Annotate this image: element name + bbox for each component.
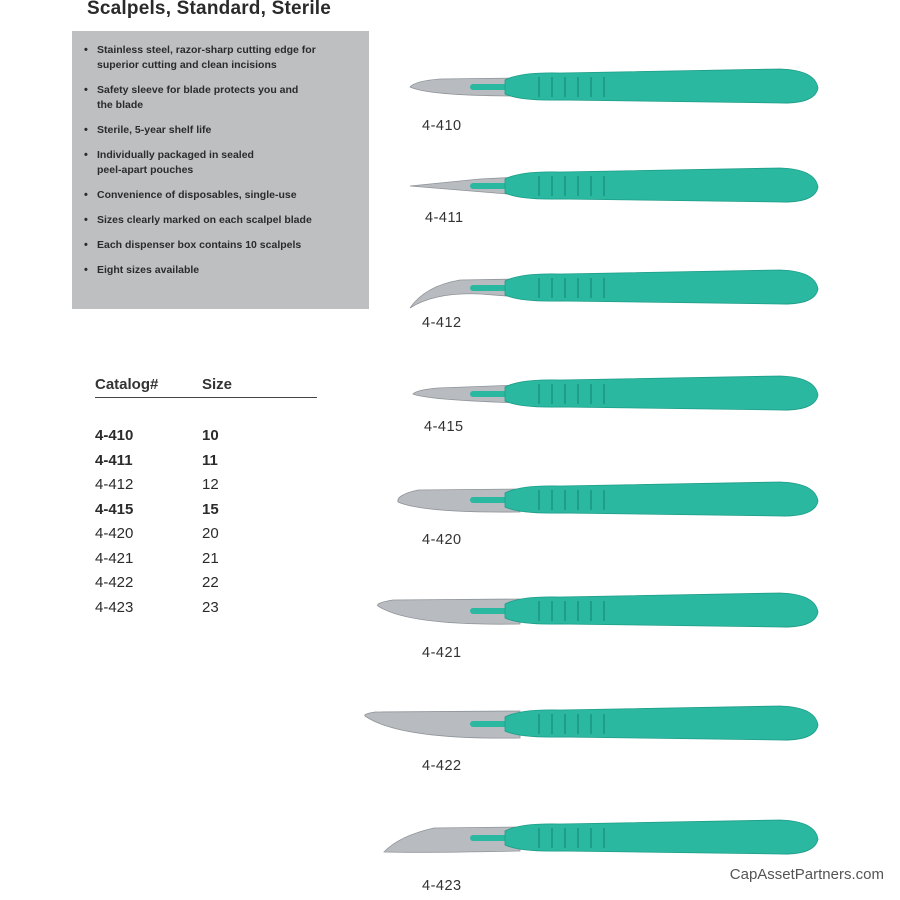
handle-grip-rib: [551, 176, 553, 196]
scalpel-image: [398, 482, 818, 516]
handle-grip-rib: [577, 490, 579, 510]
scalpel-label: 4-423: [422, 878, 462, 894]
handle-grip-rib: [538, 828, 540, 848]
handle-grip-rib: [551, 828, 553, 848]
handle-grip-rib: [564, 828, 566, 848]
handle-grip-rib: [577, 714, 579, 734]
handle-grip-rib: [577, 828, 579, 848]
scalpel-image: [410, 168, 818, 202]
handle-grip-rib: [538, 176, 540, 196]
scalpel-label: 4-412: [422, 315, 462, 331]
scalpel-image: [413, 376, 818, 410]
blade-size: 11: [202, 451, 218, 469]
handle-grip-rib: [590, 601, 592, 621]
handle-grip-rib: [564, 490, 566, 510]
catalog-column-header: Catalog#: [95, 376, 159, 393]
blade-size: 15: [202, 500, 219, 518]
feature-text: • Each dispenser box contains 10 scalpels: [97, 239, 302, 251]
handle-grip-rib: [538, 384, 540, 404]
handle-grip-rib: [590, 176, 592, 196]
handle-grip-rib: [551, 384, 553, 404]
handle-grip-rib: [577, 176, 579, 196]
feature-text: • Sterile, 5-year shelf life: [97, 124, 212, 136]
scalpel-image: [410, 270, 818, 308]
blade-size: 23: [202, 598, 219, 616]
handle-grip-rib: [590, 77, 592, 97]
handle-grip-rib: [577, 278, 579, 298]
catalog-number: 4-420: [95, 525, 134, 542]
scalpel-image: [410, 69, 818, 103]
scalpel-image: [378, 593, 818, 627]
handle-grip-rib: [590, 384, 592, 404]
handle-grip-rib: [551, 278, 553, 298]
handle-grip-rib: [564, 77, 566, 97]
feature-text: • Safety sleeve for blade protects you and: [97, 84, 299, 96]
site-credit: CapAssetPartners.com: [729, 866, 884, 883]
feature-text: superior cutting and clean incisions: [97, 59, 277, 71]
scalpel-label: 4-410: [422, 118, 462, 134]
handle-grip-rib: [577, 384, 579, 404]
feature-text: • Sizes clearly marked on each scalpel blade: [97, 214, 312, 226]
handle-grip-rib: [551, 601, 553, 621]
handle-grip-rib: [538, 601, 540, 621]
handle-grip-rib: [538, 278, 540, 298]
blade-size: 20: [202, 525, 219, 542]
feature-text: • Stainless steel, razor-sharp cutting edge for: [97, 44, 316, 56]
scalpel-label: 4-421: [422, 645, 462, 661]
handle-grip-rib: [603, 714, 605, 734]
handle-grip-rib: [603, 828, 605, 848]
scalpel-label: 4-415: [424, 419, 464, 435]
scalpel-image: [384, 820, 818, 854]
handle-grip-rib: [564, 714, 566, 734]
feature-text: • Convenience of disposables, single-use: [97, 189, 297, 201]
catalog-number: 4-415: [95, 500, 134, 518]
blade-size: 12: [202, 476, 219, 493]
handle-grip-rib: [590, 278, 592, 298]
feature-text: peel-apart pouches: [97, 164, 194, 176]
handle-grip-rib: [551, 714, 553, 734]
catalog-number: 4-421: [95, 549, 134, 567]
handle-grip-rib: [590, 714, 592, 734]
catalog-number: 4-410: [95, 427, 134, 444]
handle-grip-rib: [603, 278, 605, 298]
catalog-number: 4-411: [95, 451, 133, 469]
handle-grip-rib: [564, 601, 566, 621]
handle-grip-rib: [590, 490, 592, 510]
handle-grip-rib: [538, 77, 540, 97]
handle-grip-rib: [538, 490, 540, 510]
handle-grip-rib: [538, 714, 540, 734]
scalpel-label: 4-420: [422, 532, 462, 548]
handle-grip-rib: [603, 77, 605, 97]
handle-grip-rib: [551, 77, 553, 97]
scalpel-image: [365, 706, 818, 740]
handle-grip-rib: [564, 278, 566, 298]
catalog-number: 4-423: [95, 598, 134, 616]
scalpel-blade: [410, 279, 520, 308]
handle-grip-rib: [603, 176, 605, 196]
handle-grip-rib: [577, 601, 579, 621]
feature-text: • Eight sizes available: [97, 264, 200, 276]
handle-grip-rib: [603, 490, 605, 510]
handle-grip-rib: [590, 828, 592, 848]
handle-grip-rib: [564, 176, 566, 196]
scalpel-label: 4-411: [425, 210, 464, 226]
blade-size: 21: [202, 549, 219, 567]
handle-grip-rib: [577, 77, 579, 97]
page-title: Scalpels, Standard, Sterile: [87, 0, 332, 19]
blade-size: 10: [202, 427, 219, 444]
feature-text: the blade: [97, 99, 144, 111]
handle-grip-rib: [551, 490, 553, 510]
scalpel-label: 4-422: [422, 758, 462, 774]
handle-grip-rib: [603, 384, 605, 404]
feature-text: • Individually packaged in sealed: [97, 149, 254, 161]
catalog-number: 4-412: [95, 476, 134, 493]
size-column-header: Size: [202, 376, 233, 393]
handle-grip-rib: [603, 601, 605, 621]
handle-grip-rib: [564, 384, 566, 404]
catalog-number: 4-422: [95, 574, 134, 591]
blade-size: 22: [202, 574, 219, 591]
